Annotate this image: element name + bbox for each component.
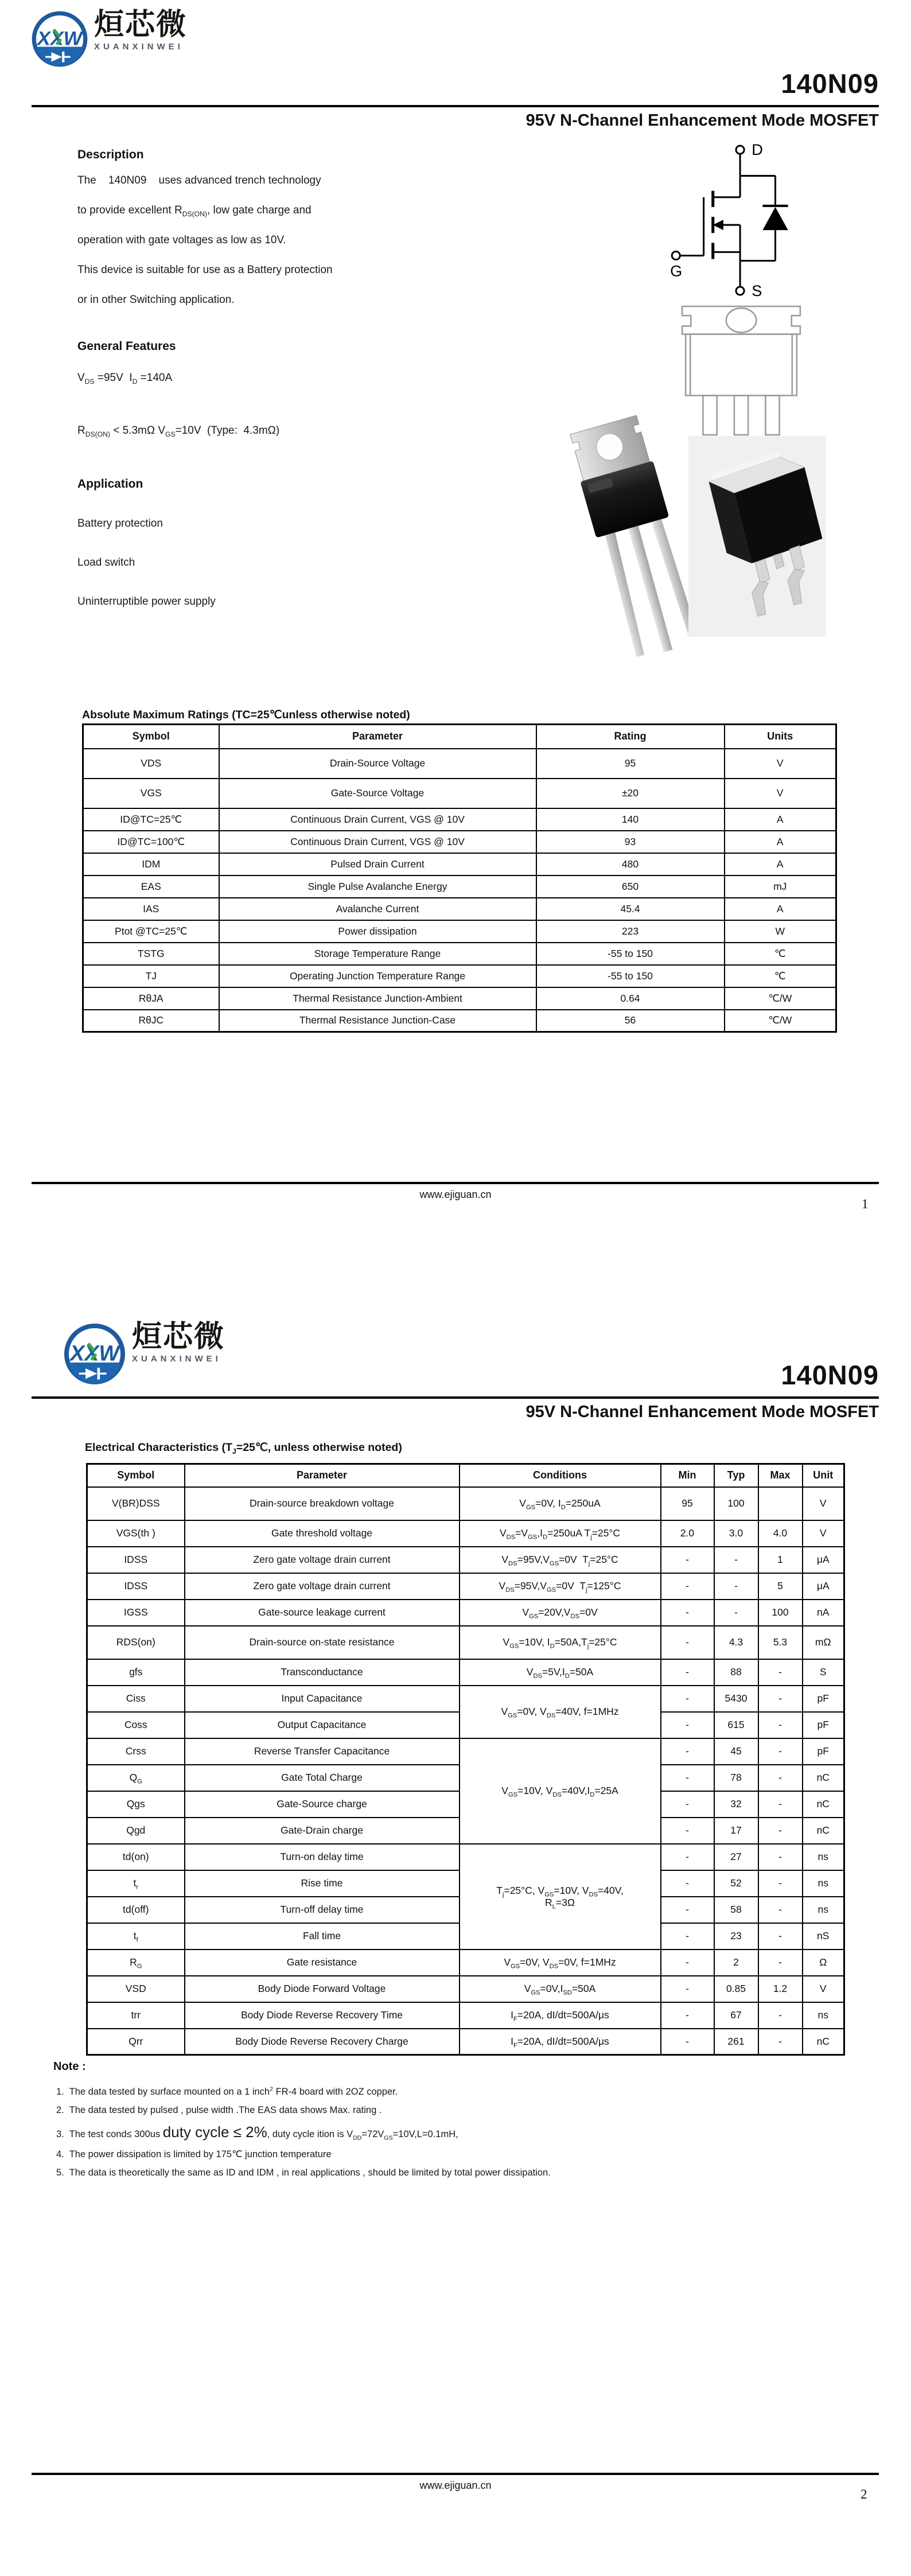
parameter-cell: Transconductance xyxy=(185,1659,460,1686)
symbol-cell: $t_f$ xyxy=(87,1923,185,1949)
symbol-cell: IGSS xyxy=(87,1600,185,1626)
description-title: Description xyxy=(77,148,144,161)
min-cell: 2.0 xyxy=(661,1520,714,1547)
max-cell: - xyxy=(758,1659,803,1686)
max-cell: 1 xyxy=(758,1547,803,1573)
description-line: This device is suitable for use as a Battery protection xyxy=(77,264,333,276)
conditions-cell: $V_{DS}=V_{GS},I_D=250uA$ $T_j=25^\circ C$ xyxy=(460,1520,661,1547)
application-item: Load switch xyxy=(77,557,135,569)
parameter-cell: Input Capacitance xyxy=(185,1686,460,1712)
table-cell: Operating Junction Temperature Range xyxy=(219,965,536,987)
logo-monogram: XXW xyxy=(70,1341,119,1365)
column-header: Unit xyxy=(803,1464,844,1487)
table-cell: ℃/W xyxy=(725,1010,836,1032)
typ-cell: - xyxy=(714,1573,758,1600)
table-row xyxy=(87,1600,844,1626)
typ-cell: 88 xyxy=(714,1659,758,1686)
unit-cell: ns xyxy=(803,1844,844,1870)
page-number: 1 xyxy=(862,1197,869,1211)
typ-cell: 2 xyxy=(714,1949,758,1976)
application-item: Uninterruptible power supply xyxy=(77,596,216,608)
table-cell: Single Pulse Avalanche Energy xyxy=(219,875,536,898)
electrical-characteristics-table xyxy=(86,1463,845,2056)
table-cell: ℃/W xyxy=(725,987,836,1010)
table-cell: Power dissipation xyxy=(219,920,536,943)
drain-label: D xyxy=(752,142,763,159)
min-cell: - xyxy=(661,1686,714,1712)
table-cell: RθJA xyxy=(83,987,219,1010)
symbol-cell: Ciss xyxy=(87,1686,185,1712)
table-header-row xyxy=(83,725,836,749)
table-row xyxy=(83,831,836,853)
column-header: Min xyxy=(661,1464,714,1487)
conditions-cell: $V_{DS}=5V,I_D=50A$ xyxy=(460,1659,661,1686)
table-cell: IAS xyxy=(83,898,219,920)
unit-cell: V xyxy=(803,1487,844,1520)
table-cell: 56 xyxy=(536,1010,725,1032)
feature-line: $V_{DS} =95V$ $I_D =140A$ xyxy=(77,372,173,386)
conditions-cell: $I_F=20A$, dI/dt=500A/μs xyxy=(460,2029,661,2055)
note-item: 4. The power dissipation is limited by 175℃ junction temperature xyxy=(56,2149,332,2159)
unit-cell: nA xyxy=(803,1600,844,1626)
unit-cell: nS xyxy=(803,1923,844,1949)
table-row xyxy=(87,1487,844,1520)
table-cell: 140 xyxy=(536,808,725,831)
unit-cell: μA xyxy=(803,1547,844,1573)
typ-cell: 0.85 xyxy=(714,1976,758,2002)
max-cell: - xyxy=(758,1765,803,1791)
header-rule xyxy=(32,1396,879,1399)
notes-list xyxy=(56,2087,836,2186)
unit-cell: pF xyxy=(803,1686,844,1712)
part-number: 140N09 xyxy=(781,68,879,99)
typ-cell: 52 xyxy=(714,1870,758,1897)
table-cell: V xyxy=(725,749,836,779)
table-row xyxy=(87,1573,844,1600)
unit-cell: nC xyxy=(803,1765,844,1791)
table-row xyxy=(87,2029,844,2055)
conditions-cell: $V_{GS}=10V$, $I_D=50A,T_j=25^\circ C$ xyxy=(460,1626,661,1659)
parameter-cell: Rise time xyxy=(185,1870,460,1897)
table-row xyxy=(87,1626,844,1659)
conditions-cell: $V_{GS}=0V$, $V_{DS}=40V$, f=1MHz xyxy=(460,1686,661,1738)
symbol-cell: IDSS xyxy=(87,1547,185,1573)
brand-logo-icon xyxy=(30,9,89,69)
table-cell: A xyxy=(725,808,836,831)
unit-cell: ns xyxy=(803,2002,844,2029)
table-cell: A xyxy=(725,831,836,853)
typ-cell: 100 xyxy=(714,1487,758,1520)
unit-cell: nC xyxy=(803,1818,844,1844)
table-row xyxy=(87,1686,844,1712)
table-row xyxy=(83,1010,836,1032)
symbol-cell: $t_r$ xyxy=(87,1870,185,1897)
unit-cell: nC xyxy=(803,2029,844,2055)
max-cell: - xyxy=(758,2002,803,2029)
table-cell: 480 xyxy=(536,853,725,875)
table-row xyxy=(83,987,836,1010)
table-cell: ID@TC=100℃ xyxy=(83,831,219,853)
conditions-cell: $V_{GS}=10V$, $V_{DS}=40V,I_D=25A$ xyxy=(460,1738,661,1844)
unit-cell: ns xyxy=(803,1870,844,1897)
symbol-cell: VGS(th ) xyxy=(87,1520,185,1547)
parameter-cell: Drain-source on-state resistance xyxy=(185,1626,460,1659)
typ-cell: 615 xyxy=(714,1712,758,1738)
unit-cell: mΩ xyxy=(803,1626,844,1659)
parameter-cell: Drain-source breakdown voltage xyxy=(185,1487,460,1520)
parameter-cell: Gate Total Charge xyxy=(185,1765,460,1791)
symbol-cell: $R_G$ xyxy=(87,1949,185,1976)
column-header: Typ xyxy=(714,1464,758,1487)
table-cell: VDS xyxy=(83,749,219,779)
table-row xyxy=(83,943,836,965)
parameter-cell: Gate resistance xyxy=(185,1949,460,1976)
parameter-cell: Fall time xyxy=(185,1923,460,1949)
parameter-cell: Gate-source leakage current xyxy=(185,1600,460,1626)
table-row xyxy=(87,1547,844,1573)
table-cell: ℃ xyxy=(725,943,836,965)
max-cell: - xyxy=(758,1949,803,1976)
max-cell: - xyxy=(758,2029,803,2055)
table-cell: Thermal Resistance Junction-Ambient xyxy=(219,987,536,1010)
unit-cell: ns xyxy=(803,1897,844,1923)
unit-cell: μA xyxy=(803,1573,844,1600)
note-item: 3. The test cond≤ 300us duty cycle ≤ 2%, duty cycle ition is $V_{DD}=72V_{GS}=10V,L=0.1mH$, xyxy=(56,2123,458,2142)
max-cell xyxy=(758,1487,803,1520)
conditions-cell: $V_{GS}=20V,V_{DS}=0V$ xyxy=(460,1600,661,1626)
description-line: to provide excellent $R_{DS(ON)}$, low gate charge and xyxy=(77,204,312,218)
max-cell: - xyxy=(758,1897,803,1923)
table-cell: ±20 xyxy=(536,779,725,808)
symbol-cell: trr xyxy=(87,2002,185,2029)
table-row xyxy=(83,853,836,875)
table-cell: TSTG xyxy=(83,943,219,965)
table-cell: A xyxy=(725,853,836,875)
table-row xyxy=(87,1738,844,1765)
column-header: Rating xyxy=(536,725,725,749)
table-row xyxy=(87,1976,844,2002)
symbol-cell: td(off) xyxy=(87,1897,185,1923)
part-number: 140N09 xyxy=(781,1360,879,1390)
parameter-cell: Body Diode Forward Voltage xyxy=(185,1976,460,2002)
table-row xyxy=(83,749,836,779)
brand-name-chinese: 烜芯微 xyxy=(94,8,188,41)
symbol-cell: $Q_G$ xyxy=(87,1765,185,1791)
min-cell: - xyxy=(661,1976,714,2002)
datasheet-page-2 xyxy=(0,1288,911,2576)
max-cell: 5 xyxy=(758,1573,803,1600)
parameter-cell: Body Diode Reverse Recovery Charge xyxy=(185,2029,460,2055)
symbol-cell: V(BR)DSS xyxy=(87,1487,185,1520)
table-cell: IDM xyxy=(83,853,219,875)
table-row xyxy=(87,2002,844,2029)
min-cell: - xyxy=(661,1897,714,1923)
table-cell: ID@TC=25℃ xyxy=(83,808,219,831)
table-row xyxy=(87,1659,844,1686)
table-cell: 93 xyxy=(536,831,725,853)
table-row xyxy=(87,1844,844,1870)
unit-cell: Ω xyxy=(803,1949,844,1976)
table-cell: TJ xyxy=(83,965,219,987)
table-cell: Avalanche Current xyxy=(219,898,536,920)
to220-outline-drawing xyxy=(677,304,805,437)
description-line: operation with gate voltages as low as 10V. xyxy=(77,234,286,246)
application-title: Application xyxy=(77,477,143,491)
table-cell: Ptot @TC=25℃ xyxy=(83,920,219,943)
parameter-cell: Output Capacitance xyxy=(185,1712,460,1738)
table-row xyxy=(87,1520,844,1547)
min-cell: - xyxy=(661,1844,714,1870)
max-cell: 100 xyxy=(758,1600,803,1626)
header-rule xyxy=(32,105,879,107)
min-cell: - xyxy=(661,1547,714,1573)
symbol-cell: gfs xyxy=(87,1659,185,1686)
column-header: Max xyxy=(758,1464,803,1487)
symbol-cell: RDS(on) xyxy=(87,1626,185,1659)
symbol-cell: Coss xyxy=(87,1712,185,1738)
table-cell: mJ xyxy=(725,875,836,898)
typ-cell: 261 xyxy=(714,2029,758,2055)
symbol-cell: Crss xyxy=(87,1738,185,1765)
conditions-cell: $T_j=25^\circ C$, $V_{GS}=10V$, $V_{DS}=40V$, $R_L=3\Omega$ xyxy=(460,1844,661,1949)
min-cell: - xyxy=(661,1765,714,1791)
max-cell: 5.3 xyxy=(758,1626,803,1659)
table-cell: W xyxy=(725,920,836,943)
brand-name-chinese: 烜芯微 xyxy=(132,1320,225,1353)
table-row xyxy=(83,898,836,920)
parameter-cell: Gate-Drain charge xyxy=(185,1818,460,1844)
table-cell: Continuous Drain Current, VGS @ 10V xyxy=(219,831,536,853)
symbol-cell: IDSS xyxy=(87,1573,185,1600)
min-cell: - xyxy=(661,2002,714,2029)
column-header: Parameter xyxy=(185,1464,460,1487)
table-cell: 95 xyxy=(536,749,725,779)
table-cell: RθJC xyxy=(83,1010,219,1032)
column-header: Symbol xyxy=(83,725,219,749)
footer-rule xyxy=(32,1182,879,1184)
table-row xyxy=(83,808,836,831)
conditions-cell: $V_{DS}=95V,V_{GS}=0V$ $T_j=25^\circ C$ xyxy=(460,1547,661,1573)
table-cell: 0.64 xyxy=(536,987,725,1010)
table-cell: Thermal Resistance Junction-Case xyxy=(219,1010,536,1032)
parameter-cell: Gate threshold voltage xyxy=(185,1520,460,1547)
table-cell: V xyxy=(725,779,836,808)
table-cell: Drain-Source Voltage xyxy=(219,749,536,779)
column-header: Conditions xyxy=(460,1464,661,1487)
electrical-characteristics-title: Electrical Characteristics ($T_J=25℃$, unless otherwise noted) xyxy=(85,1441,402,1456)
company-logo xyxy=(30,9,187,69)
company-logo xyxy=(62,1321,225,1387)
typ-cell: 3.0 xyxy=(714,1520,758,1547)
typ-cell: 45 xyxy=(714,1738,758,1765)
table-cell: 223 xyxy=(536,920,725,943)
table-row xyxy=(83,875,836,898)
min-cell: - xyxy=(661,1626,714,1659)
page-subtitle: 95V N-Channel Enhancement Mode MOSFET xyxy=(525,111,879,130)
symbol-cell: Qgs xyxy=(87,1791,185,1818)
parameter-cell: Turn-off delay time xyxy=(185,1897,460,1923)
min-cell: - xyxy=(661,1923,714,1949)
feature-line: $R_{DS(ON)} < 5.3m\Omega$ $V_{GS}=10V$ (Type: 4.3mΩ) xyxy=(77,425,280,438)
unit-cell: pF xyxy=(803,1712,844,1738)
unit-cell: nC xyxy=(803,1791,844,1818)
max-cell: - xyxy=(758,1870,803,1897)
table-cell: Pulsed Drain Current xyxy=(219,853,536,875)
table-cell: 650 xyxy=(536,875,725,898)
min-cell: - xyxy=(661,1600,714,1626)
max-cell: - xyxy=(758,1923,803,1949)
unit-cell: S xyxy=(803,1659,844,1686)
max-cell: - xyxy=(758,1738,803,1765)
footer-rule xyxy=(32,2473,879,2475)
table-cell: VGS xyxy=(83,779,219,808)
min-cell: - xyxy=(661,1949,714,1976)
parameter-cell: Gate-Source charge xyxy=(185,1791,460,1818)
to220-package-photo xyxy=(565,410,688,663)
max-cell: - xyxy=(758,1844,803,1870)
page-number: 2 xyxy=(861,2487,867,2501)
page-subtitle: 95V N-Channel Enhancement Mode MOSFET xyxy=(525,1403,879,1421)
min-cell: 95 xyxy=(661,1487,714,1520)
table-row xyxy=(87,1949,844,1976)
unit-cell: V xyxy=(803,1520,844,1547)
abs-max-ratings-title: Absolute Maximum Ratings (TC=25℃unless otherwise noted) xyxy=(82,709,410,721)
symbol-cell: Qrr xyxy=(87,2029,185,2055)
table-cell: Continuous Drain Current, VGS @ 10V xyxy=(219,808,536,831)
max-cell: 1.2 xyxy=(758,1976,803,2002)
typ-cell: 58 xyxy=(714,1897,758,1923)
parameter-cell: Reverse Transfer Capacitance xyxy=(185,1738,460,1765)
conditions-cell: $V_{GS}=0V,I_{SD}=50A$ xyxy=(460,1976,661,2002)
unit-cell: pF xyxy=(803,1738,844,1765)
typ-cell: 27 xyxy=(714,1844,758,1870)
typ-cell: 17 xyxy=(714,1818,758,1844)
general-features-title: General Features xyxy=(77,340,176,353)
logo-monogram: XXW xyxy=(37,28,83,50)
table-row xyxy=(83,920,836,943)
min-cell: - xyxy=(661,1818,714,1844)
conditions-cell: $V_{GS}=0V$, $V_{DS}=0V$, f=1MHz xyxy=(460,1949,661,1976)
table-cell: Storage Temperature Range xyxy=(219,943,536,965)
parameter-cell: Body Diode Reverse Recovery Time xyxy=(185,2002,460,2029)
notes-title: Note : xyxy=(53,2060,86,2073)
min-cell: - xyxy=(661,2029,714,2055)
brand-logo-icon xyxy=(62,1321,127,1387)
min-cell: - xyxy=(661,1738,714,1765)
table-row xyxy=(83,965,836,987)
mosfet-symbol-diagram xyxy=(660,142,809,298)
gate-label: G xyxy=(670,262,683,280)
max-cell: - xyxy=(758,1686,803,1712)
description-line: The 140N09 uses advanced trench technology xyxy=(77,174,321,186)
brand-name-english: XUANXINWEI xyxy=(94,41,184,52)
table-row xyxy=(83,779,836,808)
conditions-cell: $I_F=20A$, dI/dt=500A/μs xyxy=(460,2002,661,2029)
typ-cell: 5430 xyxy=(714,1686,758,1712)
table-cell: -55 to 150 xyxy=(536,943,725,965)
typ-cell: - xyxy=(714,1547,758,1573)
symbol-cell: td(on) xyxy=(87,1844,185,1870)
column-header: Symbol xyxy=(87,1464,185,1487)
description-line: or in other Switching application. xyxy=(77,294,235,306)
max-cell: 4.0 xyxy=(758,1520,803,1547)
table-cell: -55 to 150 xyxy=(536,965,725,987)
parameter-cell: Zero gate voltage drain current xyxy=(185,1547,460,1573)
column-header: Units xyxy=(725,725,836,749)
footer-website-link[interactable]: www.ejiguan.cn xyxy=(419,2480,492,2491)
min-cell: - xyxy=(661,1659,714,1686)
source-label: S xyxy=(752,281,762,298)
min-cell: - xyxy=(661,1712,714,1738)
min-cell: - xyxy=(661,1791,714,1818)
table-cell: A xyxy=(725,898,836,920)
typ-cell: 32 xyxy=(714,1791,758,1818)
d2pak-package-photo xyxy=(688,436,826,637)
symbol-cell: Qgd xyxy=(87,1818,185,1844)
typ-cell: 78 xyxy=(714,1765,758,1791)
table-cell: Gate-Source Voltage xyxy=(219,779,536,808)
conditions-cell: $V_{GS}=0V$, $I_D=250uA$ xyxy=(460,1487,661,1520)
typ-cell: 23 xyxy=(714,1923,758,1949)
symbol-cell: VSD xyxy=(87,1976,185,2002)
note-item: 1. The data tested by surface mounted on a 1 inch$^2$ FR-4 board with 2OZ copper. xyxy=(56,2085,398,2097)
typ-cell: - xyxy=(714,1600,758,1626)
parameter-cell: Turn-on delay time xyxy=(185,1844,460,1870)
min-cell: - xyxy=(661,1573,714,1600)
table-cell: ℃ xyxy=(725,965,836,987)
table-cell: EAS xyxy=(83,875,219,898)
min-cell: - xyxy=(661,1870,714,1897)
note-item: 5. The data is theoretically the same as ID and IDM , in real applications , should be limited by total power dissipation. xyxy=(56,2168,551,2178)
application-item: Battery protection xyxy=(77,517,163,530)
max-cell: - xyxy=(758,1818,803,1844)
brand-name-english: XUANXINWEI xyxy=(132,1353,221,1364)
max-cell: - xyxy=(758,1791,803,1818)
parameter-cell: Zero gate voltage drain current xyxy=(185,1573,460,1600)
note-item: 2. The data tested by pulsed , pulse width .The EAS data shows Max. rating . xyxy=(56,2105,382,2115)
conditions-cell: $V_{DS}=95V,V_{GS}=0V$ $T_j=125^\circ C$ xyxy=(460,1573,661,1600)
column-header: Parameter xyxy=(219,725,536,749)
table-header-row xyxy=(87,1464,844,1487)
table-cell: 45.4 xyxy=(536,898,725,920)
max-cell: - xyxy=(758,1712,803,1738)
abs-max-ratings-table xyxy=(82,723,837,1033)
footer-website-link[interactable]: www.ejiguan.cn xyxy=(419,1189,492,1200)
unit-cell: V xyxy=(803,1976,844,2002)
typ-cell: 4.3 xyxy=(714,1626,758,1659)
typ-cell: 67 xyxy=(714,2002,758,2029)
